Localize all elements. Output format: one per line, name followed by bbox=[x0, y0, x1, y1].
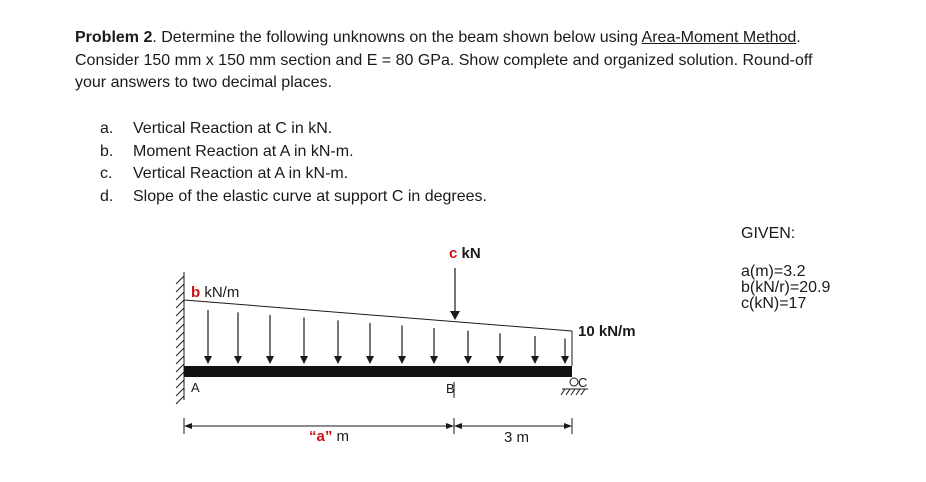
wall-hatch-line bbox=[176, 300, 184, 308]
load-arrow bbox=[531, 336, 539, 364]
question-text: Moment Reaction at A in kN-m. bbox=[133, 142, 354, 160]
given-title: GIVEN: bbox=[741, 225, 796, 242]
problem-line-3: your answers to two decimal places. bbox=[75, 74, 332, 91]
problem-intro-1: . Determine the following unknowns on the beam shown below using bbox=[152, 29, 642, 46]
load-arrow bbox=[334, 320, 342, 364]
point-load-unit: kN bbox=[457, 245, 481, 262]
question-letter: c. bbox=[100, 165, 113, 182]
beam bbox=[184, 366, 572, 377]
span-2-label: 3 m bbox=[504, 429, 530, 446]
question-text: Slope of the elastic curve at support C in degrees. bbox=[133, 187, 487, 205]
given-value-a: a(m)=3.2 bbox=[741, 263, 806, 280]
wall-hatch-line bbox=[176, 388, 184, 396]
wall-hatch-line bbox=[176, 380, 184, 388]
point-c-label: C bbox=[578, 375, 588, 390]
wall-hatch-line bbox=[176, 396, 184, 404]
wall-hatch-line bbox=[176, 332, 184, 340]
question-letter: d. bbox=[100, 187, 114, 205]
wall-hatch-line bbox=[176, 292, 184, 300]
load-arrow bbox=[561, 338, 569, 364]
span-1-label bbox=[309, 428, 349, 445]
load-arrow bbox=[430, 328, 438, 364]
load-arrow bbox=[266, 315, 274, 364]
question-text: Vertical Reaction at C in kN. bbox=[133, 120, 333, 137]
question-text: Vertical Reaction at A in kN-m. bbox=[133, 165, 349, 182]
wall-hatch-line bbox=[176, 316, 184, 324]
wall-hatch-line bbox=[176, 372, 184, 380]
load-right-label: 10 kN/m bbox=[578, 323, 636, 340]
wall-hatch-line bbox=[176, 324, 184, 332]
wall-hatch-line bbox=[176, 340, 184, 348]
distributed-load-arrows bbox=[204, 310, 569, 364]
fixed-support-a bbox=[176, 272, 184, 404]
problem-line-2: Consider 150 mm x 150 mm section and E = 80 GPa. Show complete and organized solution. Round-off bbox=[75, 51, 813, 69]
load-left-label bbox=[191, 284, 239, 301]
wall-hatch-line bbox=[176, 308, 184, 316]
point-b-label: B bbox=[446, 381, 455, 396]
point-load-label bbox=[449, 245, 481, 262]
wall-hatch-line bbox=[176, 356, 184, 364]
question-letter: a. bbox=[100, 120, 114, 137]
span-1-unit: m bbox=[332, 428, 350, 445]
load-arrow bbox=[204, 310, 212, 364]
load-arrow bbox=[300, 318, 308, 364]
problem-label: Problem 2 bbox=[75, 29, 153, 46]
wall-hatch-line bbox=[176, 364, 184, 372]
problem-period: . bbox=[796, 29, 801, 46]
wall-hatch-line bbox=[176, 284, 184, 292]
method-name: Area-Moment Method bbox=[641, 29, 797, 46]
load-arrow bbox=[398, 325, 406, 364]
load-envelope bbox=[184, 300, 572, 331]
given-value-c: c(kN)=17 bbox=[741, 295, 807, 312]
load-arrow bbox=[464, 331, 472, 364]
question-letter: b. bbox=[100, 142, 114, 160]
load-arrow bbox=[234, 312, 242, 364]
wall-hatch-line bbox=[176, 276, 184, 284]
load-arrow bbox=[366, 323, 374, 364]
load-left-unit: kN/m bbox=[200, 284, 240, 301]
point-load-arrow bbox=[450, 268, 460, 320]
load-left-symbol: b bbox=[191, 284, 201, 301]
given-value-b: b(kN/r)=20.9 bbox=[741, 279, 831, 296]
load-arrow bbox=[496, 333, 504, 364]
wall-hatch-line bbox=[176, 348, 184, 356]
point-a-label: A bbox=[191, 380, 200, 395]
span-1-symbol: “a” bbox=[309, 428, 333, 445]
point-load-symbol: c bbox=[449, 245, 458, 262]
